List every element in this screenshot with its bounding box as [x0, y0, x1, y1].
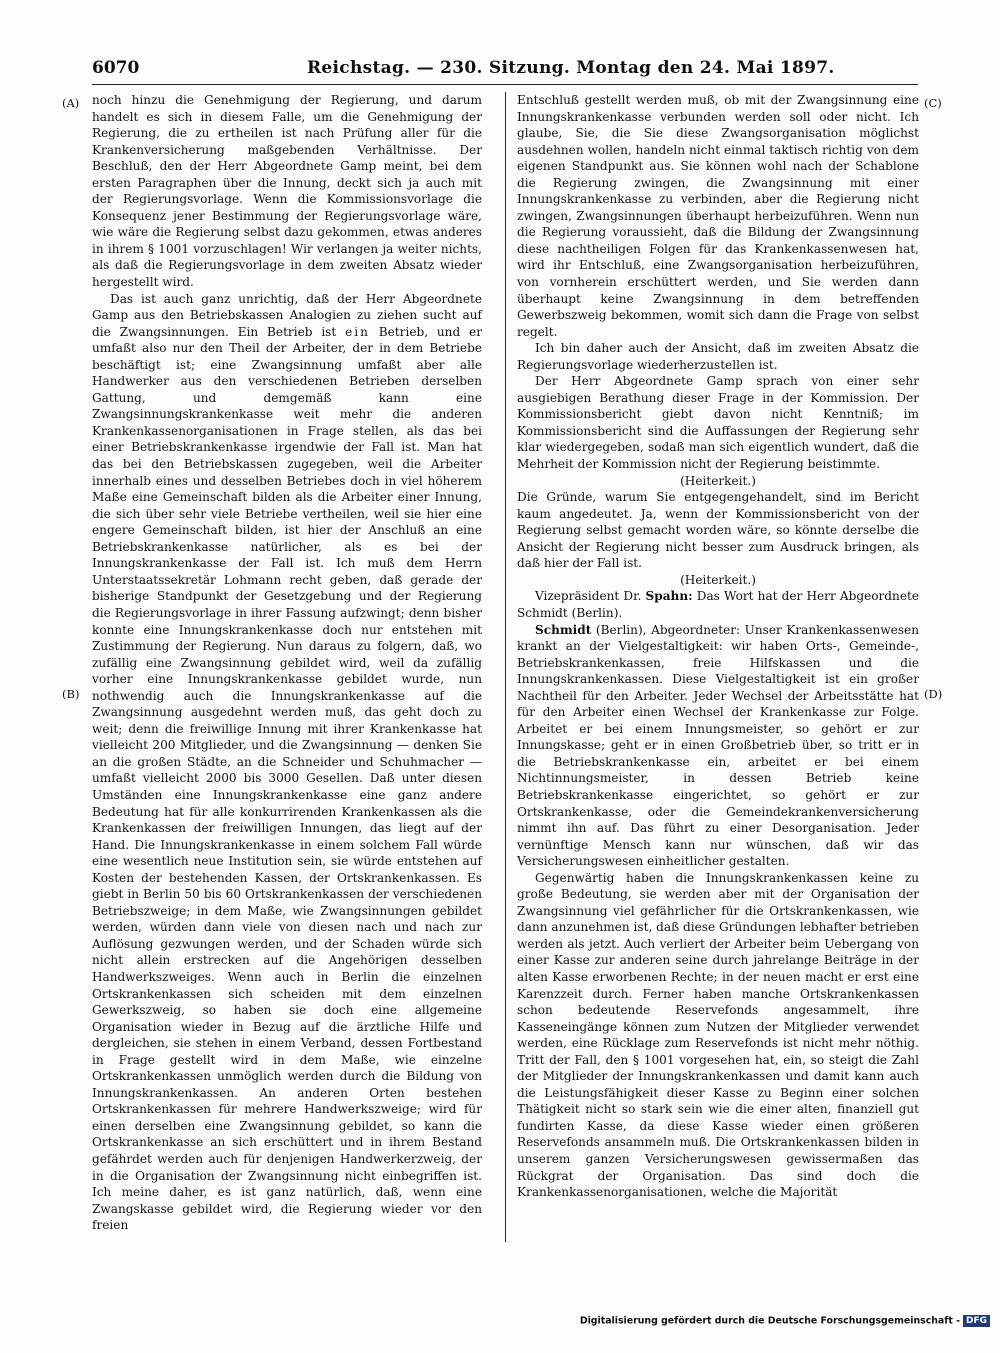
column-rule: [505, 92, 506, 1242]
dfg-logo: DFG: [963, 1315, 990, 1327]
footer: [560, 1315, 990, 1333]
speaker-turn: [517, 588, 919, 621]
stage-direction: (Heiterkeit.): [680, 572, 756, 587]
header-rule: [92, 84, 918, 85]
left-column: [92, 92, 482, 1234]
text-run: Vizepräsident Dr.: [535, 589, 646, 604]
margin-mark-c: (C): [924, 96, 942, 110]
text-run: Das Wort hat der Herr Abgeordnete Schmidt (Berlin).: [517, 589, 919, 620]
speaker-name: Schmidt: [535, 622, 592, 637]
paragraph: Gegenwärtig haben die Innungskrankenkassen keine zu große Bedeutung, sie werden aber mit der Organisation der Zwangsinnung viel gefährlicher für die Ortskrankenkassen, wie dann anzunehmen ist, daß diese Gründungen lebhafter betrieben werden als jetzt. Auch verliert der Arbeiter beim Uebergang von einer Kasse zur anderen seine durch jahrelange Beiträge in der alten Kasse erworbenen Rechte; in der neuen macht er erst eine Karenzzeit durch. Ferner haben manche Ortskrankenkassen schon bedeutende Reservefonds angesammelt, ihre Kasseneingänge können zum Nutzen der Mitglieder verwendet werden, eine Rücklage zum Reservefonds ist nicht mehr nöthig. Tritt der Fall, den § 1001 vorgesehen hat, ein, so steigt die Zahl der Mitglieder der Innungskrankenkassen und damit kann auch die Leistungsfähigkeit dieser Kasse zu Beginn einer solchen Thätigkeit nicht so stark sein wie die einer alten, finanziell gut fundirten Kasse, da diese Kasse wieder einen größeren Reservefonds ansammeln muß. Die Ortskrankenkassen bilden in unserem ganzen Versicherungswesen gewissermaßen das Rückgrat der Organisation. Das sind doch die Krankenkassenorganisationen, welche die Majorität: [517, 870, 920, 1200]
paragraph: [92, 291, 482, 1234]
paragraph: Die Gründe, warum Sie entgegengehandelt, sind im Bericht kaum angedeutet. Ja, wenn der Kommissionsbericht von der Regierung selbst gemacht worden wäre, so könnte derselbe die Ansicht der Regierung nicht besser zum Ausdruck bringen, als daß hier der Fall ist.: [517, 490, 919, 571]
speaker-turn: [517, 622, 919, 870]
paragraph: Der Herr Abgeordnete Gamp sprach von einer sehr ausgiebigen Berathung dieser Frage in der Kommission. Der Kommissionsbericht giebt davon nicht Kenntniß; im Kommissionsbericht sind die Auffassungen der Regierung sehr klar wiedergegeben, sodaß man sich eigentlich wundert, daß die Mehrheit der Kommission nicht der Regierung beistimmte.: [517, 374, 919, 472]
margin-mark-a: (A): [62, 96, 80, 110]
right-column: [517, 92, 919, 1201]
paragraph: Entschluß gestellt werden muß, ob mit der Zwangsinnung eine Innungskrankenkasse verbunden werden soll oder nicht. Ich glaube, Sie, die Sie diese Zwangsorganisation möglichst ausdehnen wollen, handeln nicht einmal taktisch richtig von dem eigenen Standpunkt aus. Sie können wohl nach der Schablone die Regierung zwingen, die Zwangsinnung mit einer Innungskrankenkasse zu verbinden, aber die Regierung nicht zwingen, Zwangsinnungen überhaupt herbeizuführen. Wenn nun die Regierung voraussieht, daß die Bildung der Zwangsinnung diese nachtheiligen Folgen für das Krankenkassenwesen hat, wird ihr Entschluß, eine Zwangsorganisation herbeizuführen, von vornherein erschüttert werden, und Sie werden dann überhaupt keine Zwangsinnung in dem betreffenden Gewerbszweig bekommen, womit sich dann die Frage von selbst regelt.: [517, 93, 919, 339]
running-title: Reichstag. — 230. Sitzung. Montag den 24. Mai 1897.: [307, 58, 835, 78]
speaker-name: Spahn:: [645, 589, 693, 604]
emphasis-spaced: ein: [345, 324, 370, 339]
footer-text: Digitalisierung gefördert durch die Deutsche Forschungsgemeinschaft -: [579, 1315, 960, 1327]
page-header: [92, 50, 912, 84]
text-run: Das ist auch ganz unrichtig, daß der Herr Abgeordnete Gamp aus den Betriebskassen Analogien zu ziehen sucht auf die Zwangsinnungen. Ein Betrieb ist: [92, 291, 482, 339]
text-run: (Berlin), Abgeordneter: Unser Krankenkassenwesen krankt an der Vielgestaltigkeit: wir haben Orts-, Gemeinde-, Betriebskrankenkassen, freie Hilfskassen und die Innungskrankenkassen. Diese Vielgestaltigkeit ist ein großer Nachtheil für den Arbeiter. Jeder Wechsel der Arbeitsstätte hat für den Arbeiter einen Wechsel der Krankenkasse zur Folge. Arbeitet er bei einem Innungsmeister, so gehört er zur Innungskasse; geht er in einen Großbetrieb über, so tritt er in die Betriebskrankenkasse ein, arbeitet er bei einem Nichtinnungsmeister, in dessen Betrieb keine Betriebskrankenkasse eingerichtet, so gehört er zur Ortskrankenkasse, oder die Gemeindekrankenversicherung nimmt ihn auf. Das führt zu einer Desorganisation. Jeder vernünftige Mensch kann nur wünschen, daß wir das Versicherungswesen einheitlicher gestalten.: [517, 622, 919, 869]
paragraph: noch hinzu die Genehmigung der Regierung, und darum handelt es sich in diesem Falle, um die Genehmigung der Regierung, die zu ertheilen ist nach Prüfung aller für die Krankenversicherung maßgebenden Verhältnisse. Der Beschluß, den der Herr Abgeordnete Gamp meint, bei dem ersten Paragraphen über die Innung, deckt sich ja auch mit der Regierungsvorlage. Wenn die Kommissionsvorlage die Konsequenz jener Bestimmung der Regierungsvorlage wäre, wie wäre die Regierung selbst dazu gekommen, etwas anderes in ihrem § 1001 vorzuschlagen! Wir verlangen ja weiter nichts, als daß die Regierungsvorlage in dem zweiten Absatz wieder hergestellt wird.: [92, 93, 482, 290]
paragraph: Ich bin daher auch der Ansicht, daß im zweiten Absatz die Regierungsvorlage wiederherzustellen ist.: [517, 341, 919, 372]
text-run: Betrieb, und er umfaßt also nur den Theil der Arbeiter, der in dem Betriebe beschäftigt ist; eine Zwangsinnung umfaßt aber alle Handwerker aus den verschiedenen Betrieben derselben Gattung, und demgemäß kann eine Zwangsinnungskrankenkasse weit mehr die anderen Krankenkassenorganisationen in Frage stellen, als das bei einer Betriebskrankenkasse irgendwie der Fall ist. Man hat das bei den Betriebskassen zugegeben, weil die Arbeiter innerhalb eines und desselben Betriebes doch in viel höherem Maße eine Gemeinschaft bilden als die Arbeiter einer Innung, die sich über sehr viele Betriebe vertheilen, weil sie hier eine engere Gemeinschaft bilden, ist hier der Anschluß an eine Betriebskrankenkasse natürlicher, als es bei der Innungskrankenkasse der Fall ist. Ich muß dem Herrn Unterstaatssekretär Lohmann recht geben, daß gerade der bisherige Standpunkt der Gesetzgebung und der Regierung die Regierungsvorlage in ihrer Fassung aufzwingt; denn bisher konnte eine Innungskrankenkasse doch nur entstehen mit Zustimmung der Regierung. Nun daraus zu folgern, daß, wo zufällig eine Zwangsinnung gebildet wird, weil da zufällig vorher eine Innungskrankenkasse gebildet wurde, nun nothwendig auch die Innungskrankenkasse auf die Zwangsinnung ausgedehnt werden muß, das geht doch zu weit; denn die freiwillige Innung mit ihrer Krankenkasse hat vielleicht 200 Mitglieder, und die Zwangsinnung — denken Sie an die großen Städte, an die Schneider und Schuhmacher — umfaßt vielleicht 2000 bis 3000 Gesellen. Daß unter diesen Umständen eine Innungskrankenkasse eine ganz andere Bedeutung hat für alle konkurrirenden Krankenkassen als die Krankenkassen der freiwilligen Innungen, das liegt auf der Hand. Die Innungskrankenkasse in einem solchem Fall würde eine wesentlich neue Institution sein, sie würde entstehen auf Kosten der bestehenden Kassen, der Ortskrankenkassen. Es giebt in Berlin 50 bis 60 Ortskrankenkassen der verschiedenen Betriebszweige; in dem Maße, wie Zwangsinnungen gebildet werden, würden dann viele von diesen nach und nach zur Auflösung gezwungen werden, und der Schaden würde sich nicht allein erstrecken auf die Angehörigen desselben Handwerkszweiges. Wenn auch in Berlin die einzelnen Ortskrankenkassen sich scheiden mit dem einzelnen Gewerkszweig, so haben sie doch eine allgemeine Organisation wieder in Bezug auf die ärztliche Hilfe und dergleichen, sie stehen in einem Verband, dessen Fortbestand in Frage gestellt wird in dem Maße, wie einzelne Ortskrankenkassen unmöglich werden durch die Bildung von Innungskrankenkassen. An anderen Orten bestehen Ortskrankenkassen für mehrere Handwerkszweige; wird für einen derselben eine Zwangsinnung gebildet, so kann die Ortskrankenkasse an sich erschüttert und in ihrem Bestand gefährdet werden auch für denjenigen Handwerkerzweig, der in die Organisation der Zwangsinnung nicht einbegriffen ist. Ich meine daher, es ist ganz natürlich, daß, wenn eine Zwangskasse gebildet wird, die Regierung wieder vor den freien: [92, 324, 482, 1233]
margin-mark-d: (D): [924, 687, 943, 701]
page-number: 6070: [92, 58, 140, 78]
margin-mark-b: (B): [62, 687, 80, 701]
stage-direction: (Heiterkeit.): [680, 473, 756, 488]
